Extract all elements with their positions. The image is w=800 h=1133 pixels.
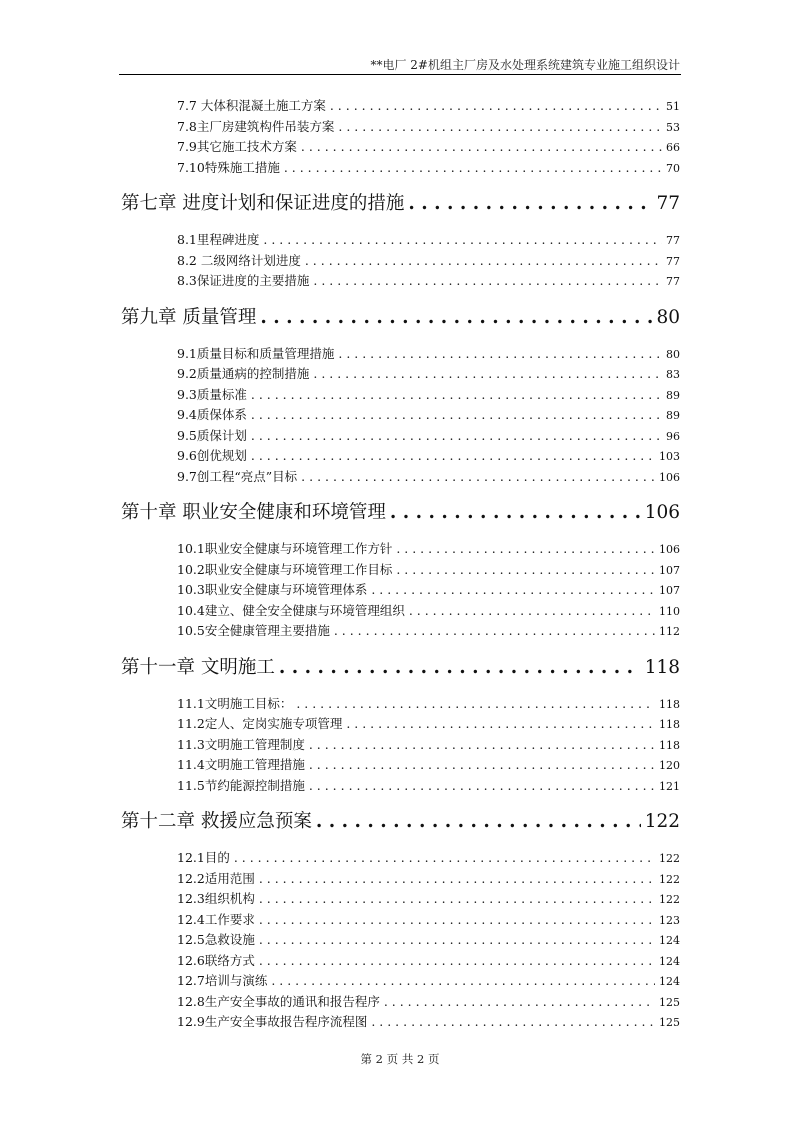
toc-dot-leader bbox=[390, 487, 641, 539]
toc-section-entry[interactable] bbox=[177, 117, 680, 138]
toc-entry-title: 9.7创工程“亮点”目标 bbox=[177, 468, 298, 484]
toc-entry-title: 9.2质量通病的控制措施 bbox=[177, 366, 310, 381]
toc-entry-title: 8.3保证进度的主要措施 bbox=[177, 273, 310, 288]
toc-dot-leader bbox=[334, 621, 655, 642]
toc-dot-leader bbox=[259, 869, 655, 890]
table-of-contents bbox=[0, 96, 800, 1033]
page-footer: 第 2 页 共 2 页 bbox=[360, 1052, 440, 1066]
toc-page-number: 77 bbox=[656, 193, 680, 214]
toc-dot-leader bbox=[316, 796, 641, 848]
toc-dot-leader bbox=[234, 848, 655, 869]
toc-entry-title: 11.4文明施工管理措施 bbox=[177, 757, 305, 772]
toc-dot-leader bbox=[251, 385, 662, 406]
toc-entry-title: 7.8主厂房建筑构件吊装方案 bbox=[177, 118, 335, 134]
toc-section-entry[interactable] bbox=[177, 96, 680, 117]
toc-entry-title: 10.5安全健康管理主要措施 bbox=[177, 623, 330, 638]
toc-chapter-entry[interactable] bbox=[121, 178, 680, 230]
toc-page-number: 118 bbox=[659, 718, 680, 731]
toc-chapter-entry[interactable] bbox=[121, 796, 680, 848]
toc-dot-leader bbox=[305, 251, 662, 272]
toc-page-number: 89 bbox=[666, 388, 680, 402]
toc-section-entry[interactable] bbox=[177, 621, 680, 642]
toc-section-entry[interactable] bbox=[177, 1012, 680, 1033]
toc-section-entry[interactable] bbox=[177, 344, 680, 365]
toc-entry-title: 10.3职业安全健康与环境管理体系 bbox=[177, 582, 368, 597]
toc-section-entry[interactable] bbox=[177, 951, 680, 972]
toc-dot-leader bbox=[259, 951, 655, 972]
toc-entry-title: 9.1质量目标和质量管理措施 bbox=[177, 345, 335, 361]
toc-page-number: 96 bbox=[666, 429, 680, 443]
toc-page-number: 77 bbox=[666, 275, 680, 288]
toc-section-entry[interactable] bbox=[177, 971, 680, 992]
toc-entry-title: 11.3文明施工管理制度 bbox=[177, 736, 305, 752]
toc-dot-leader bbox=[259, 930, 655, 951]
toc-entry-title: 9.4质保体系 bbox=[177, 407, 247, 422]
toc-section-entry[interactable] bbox=[177, 137, 680, 158]
toc-chapter-entry[interactable] bbox=[121, 487, 680, 539]
toc-dot-leader bbox=[279, 642, 641, 694]
toc-section-entry[interactable] bbox=[177, 426, 680, 447]
toc-page-number: 106 bbox=[659, 543, 680, 556]
toc-section-entry[interactable] bbox=[177, 158, 680, 179]
toc-entry-title: 12.4工作要求 bbox=[177, 911, 255, 927]
toc-page-number: 120 bbox=[659, 759, 680, 772]
toc-entry-title: 第十二章 救援应急预案 bbox=[121, 811, 312, 832]
toc-dot-leader bbox=[284, 158, 662, 179]
toc-entry-title: 8.1里程碑进度 bbox=[177, 232, 260, 247]
toc-section-entry[interactable] bbox=[177, 539, 680, 560]
toc-section-entry[interactable] bbox=[177, 580, 680, 601]
toc-entry-title: 10.2职业安全健康与环境管理工作目标 bbox=[177, 561, 393, 577]
toc-chapter-entry[interactable] bbox=[121, 292, 680, 344]
toc-entry-title: 12.1目的 bbox=[177, 850, 230, 865]
toc-entry-title: 12.9生产安全事故报告程序流程图 bbox=[177, 1014, 368, 1029]
toc-entry-title: 9.5质保计划 bbox=[177, 427, 247, 443]
toc-page-number: 103 bbox=[659, 450, 680, 463]
toc-dot-leader bbox=[309, 755, 655, 776]
toc-section-entry[interactable] bbox=[177, 992, 680, 1013]
toc-entry-title: 7.9其它施工技术方案 bbox=[177, 139, 297, 154]
toc-section-entry[interactable] bbox=[177, 910, 680, 931]
document-header: **电厂 2#机组主厂房及水处理系统建筑专业施工组织设计 bbox=[370, 58, 680, 72]
toc-section-entry[interactable] bbox=[177, 385, 680, 406]
toc-section-entry[interactable] bbox=[177, 560, 680, 581]
toc-entry-title: 7.10特殊施工措施 bbox=[177, 159, 280, 175]
toc-page-number: 106 bbox=[644, 502, 680, 523]
header-divider bbox=[119, 74, 681, 75]
toc-entry-title: 12.8生产安全事故的通讯和报告程序 bbox=[177, 993, 380, 1009]
toc-dot-leader bbox=[330, 96, 662, 117]
toc-entry-title: 11.5节约能源控制措施 bbox=[177, 777, 305, 793]
toc-page-number: 110 bbox=[659, 604, 680, 618]
toc-entry-title: 9.3质量标准 bbox=[177, 386, 247, 402]
toc-page-number: 112 bbox=[659, 625, 680, 638]
toc-page-number: 122 bbox=[659, 852, 680, 865]
toc-dot-leader bbox=[259, 889, 655, 910]
toc-page-number: 77 bbox=[666, 234, 680, 247]
toc-dot-leader bbox=[338, 117, 662, 138]
toc-section-entry[interactable] bbox=[177, 714, 680, 735]
toc-entry-title: 12.5急救设施 bbox=[177, 932, 255, 947]
toc-page-number: 125 bbox=[659, 1016, 680, 1029]
toc-dot-leader bbox=[384, 992, 655, 1013]
toc-dot-leader bbox=[409, 601, 655, 622]
toc-page-number: 118 bbox=[644, 656, 680, 678]
toc-section-entry[interactable] bbox=[177, 364, 680, 385]
toc-dot-leader bbox=[309, 735, 655, 756]
toc-section-entry[interactable] bbox=[177, 601, 680, 622]
toc-chapter-entry[interactable] bbox=[121, 642, 680, 694]
toc-page-number: 51 bbox=[666, 100, 680, 113]
toc-dot-leader bbox=[408, 178, 652, 230]
toc-dot-leader bbox=[346, 714, 655, 735]
toc-entry-title: 12.2适用范围 bbox=[177, 870, 255, 886]
toc-section-entry[interactable] bbox=[177, 251, 680, 272]
toc-entry-title: 第十一章 文明施工 bbox=[121, 656, 275, 678]
toc-page-number: 77 bbox=[666, 254, 680, 268]
toc-page-number: 66 bbox=[666, 141, 680, 154]
toc-entry-title: 9.6创优规划 bbox=[177, 448, 247, 463]
toc-dot-leader bbox=[301, 137, 662, 158]
toc-page-number: 70 bbox=[666, 161, 680, 175]
toc-entry-title: 11.1文明施工目标： bbox=[177, 695, 293, 711]
toc-dot-leader bbox=[396, 539, 655, 560]
toc-entry-title: 11.2定人、定岗实施专项管理 bbox=[177, 716, 343, 731]
toc-page-number: 83 bbox=[666, 368, 680, 381]
toc-page-number: 118 bbox=[659, 697, 680, 711]
toc-section-entry[interactable] bbox=[177, 889, 680, 910]
toc-section-entry[interactable] bbox=[177, 735, 680, 756]
toc-entry-title: 第十章 职业安全健康和环境管理 bbox=[121, 502, 386, 523]
toc-page-number: 125 bbox=[659, 995, 680, 1009]
toc-entry-title: 第九章 质量管理 bbox=[121, 306, 257, 328]
toc-page-number: 107 bbox=[659, 584, 680, 597]
toc-page-number: 80 bbox=[666, 347, 680, 361]
toc-page-number: 122 bbox=[644, 811, 680, 832]
toc-section-entry[interactable] bbox=[177, 271, 680, 292]
toc-entry-title: 8.2 二级网络计划进度 bbox=[177, 252, 301, 268]
toc-dot-leader bbox=[371, 1012, 655, 1033]
toc-page-number: 123 bbox=[659, 913, 680, 927]
toc-page-number: 124 bbox=[659, 934, 680, 947]
toc-page-number: 89 bbox=[666, 409, 680, 422]
toc-dot-leader bbox=[263, 230, 662, 251]
toc-page-number: 124 bbox=[659, 954, 680, 968]
toc-dot-leader bbox=[338, 344, 662, 365]
toc-page-number: 122 bbox=[659, 872, 680, 886]
toc-page-number: 122 bbox=[659, 893, 680, 906]
toc-section-entry[interactable] bbox=[177, 869, 680, 890]
toc-page-number: 106 bbox=[659, 470, 680, 484]
toc-page-number: 53 bbox=[666, 120, 680, 134]
toc-dot-leader bbox=[260, 292, 652, 344]
toc-dot-leader bbox=[309, 776, 655, 797]
toc-section-entry[interactable] bbox=[177, 930, 680, 951]
toc-dot-leader bbox=[251, 446, 655, 467]
toc-entry-title: 第七章 进度计划和保证进度的措施 bbox=[121, 193, 405, 214]
toc-page-number: 124 bbox=[659, 975, 680, 988]
toc-page-number: 80 bbox=[656, 306, 680, 328]
toc-section-entry[interactable] bbox=[177, 405, 680, 426]
toc-entry-title: 12.3组织机构 bbox=[177, 891, 255, 906]
toc-entry-title: 10.1职业安全健康与环境管理工作方针 bbox=[177, 541, 393, 556]
toc-section-entry[interactable] bbox=[177, 776, 680, 797]
toc-entry-title: 12.6联络方式 bbox=[177, 952, 255, 968]
toc-page-number: 107 bbox=[659, 563, 680, 577]
toc-dot-leader bbox=[251, 426, 662, 447]
toc-entry-title: 12.7培训与演练 bbox=[177, 973, 268, 988]
toc-dot-leader bbox=[313, 271, 662, 292]
toc-dot-leader bbox=[271, 971, 655, 992]
toc-dot-leader bbox=[371, 580, 655, 601]
toc-section-entry[interactable] bbox=[177, 467, 680, 488]
toc-dot-leader bbox=[301, 467, 655, 488]
toc-dot-leader bbox=[251, 405, 662, 426]
toc-section-entry[interactable] bbox=[177, 694, 680, 715]
toc-page-number: 121 bbox=[659, 779, 680, 793]
toc-section-entry[interactable] bbox=[177, 848, 680, 869]
toc-section-entry[interactable] bbox=[177, 230, 680, 251]
toc-dot-leader bbox=[259, 910, 655, 931]
toc-entry-title: 10.4建立、健全安全健康与环境管理组织 bbox=[177, 602, 405, 618]
toc-page-number: 118 bbox=[659, 738, 680, 752]
toc-dot-leader bbox=[296, 694, 655, 715]
toc-dot-leader bbox=[396, 560, 655, 581]
toc-entry-title: 7.7 大体积混凝土施工方案 bbox=[177, 98, 326, 113]
toc-section-entry[interactable] bbox=[177, 446, 680, 467]
toc-dot-leader bbox=[313, 364, 662, 385]
toc-section-entry[interactable] bbox=[177, 755, 680, 776]
